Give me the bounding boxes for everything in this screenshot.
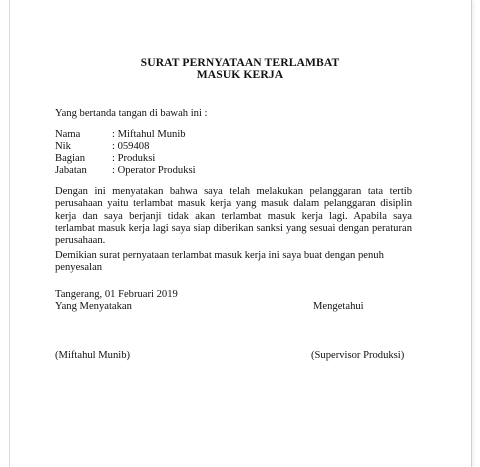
signer-right-role: Mengetahui	[313, 301, 364, 312]
document-title-line1: SURAT PERNYATAAN TERLAMBAT	[140, 56, 340, 69]
statement-text: Dengan ini menyatakan bahwa saya telah melakukan pelanggaran tata tertib perusahaan yaitu terlambat masuk kerja yang masuk dalam pelanggaran disiplin kerja dan saya berjanji tidak akan terlambat masuk kerja lagi. Apabila saya terlambat masuk kerja lagi saya siap diberikan sanksi yang sesuai dengan peraturan perusahaan.	[55, 186, 412, 247]
field-label: Nama	[55, 129, 81, 140]
statement-paragraph	[55, 186, 412, 247]
field-value: : Miftahul Munib	[112, 129, 186, 140]
signer-right-name: (Supervisor Produksi)	[311, 350, 405, 361]
field-label: Nik	[55, 141, 71, 152]
intro-text: Yang bertanda tangan di bawah ini :	[55, 108, 208, 119]
field-value: : 059408	[112, 141, 150, 152]
field-value: : Produksi	[112, 153, 156, 164]
closing-line2: penyesalan	[55, 262, 103, 273]
place-date: Tangerang, 01 Februari 2019	[55, 289, 178, 300]
field-value: : Operator Produksi	[112, 165, 196, 176]
signer-left-name: (Miftahul Munib)	[55, 350, 131, 361]
field-label: Jabatan	[55, 165, 87, 176]
document-title-line2: MASUK KERJA	[196, 68, 284, 81]
closing-line1: Demikian surat pernyataan terlambat masuk kerja ini saya buat dengan penuh	[55, 250, 384, 261]
field-label: Bagian	[55, 153, 86, 164]
signer-left-role: Yang Menyatakan	[55, 301, 132, 312]
